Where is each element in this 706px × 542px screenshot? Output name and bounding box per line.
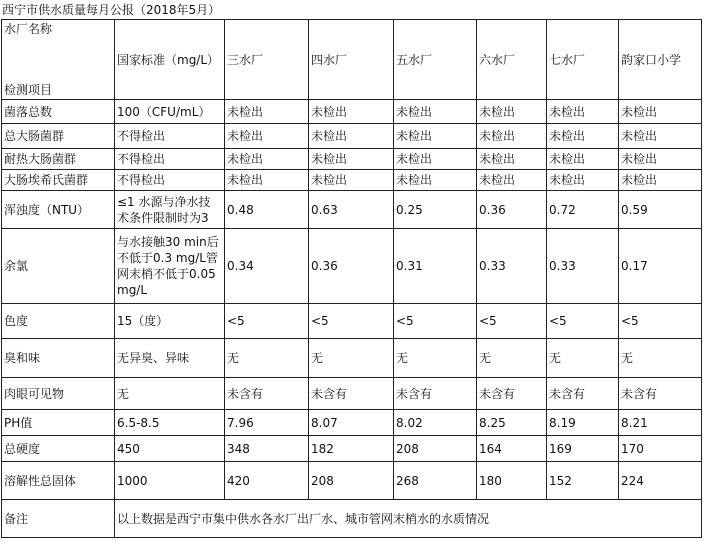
value-cell: <5 xyxy=(547,304,619,339)
value-cell: 0.33 xyxy=(477,229,547,304)
standard-cell: 无 xyxy=(115,378,225,410)
standard-cell: 15（度） xyxy=(115,304,225,339)
value-cell: 0.72 xyxy=(547,191,619,229)
value-cell: 无 xyxy=(619,339,702,378)
table-row xyxy=(2,170,702,191)
item-cell: 菌落总数 xyxy=(2,100,115,124)
value-cell: 未检出 xyxy=(225,124,309,149)
table-row xyxy=(2,191,702,229)
table-row xyxy=(2,339,702,378)
value-cell: <5 xyxy=(309,304,394,339)
value-cell: 无 xyxy=(225,339,309,378)
value-cell: 未检出 xyxy=(394,170,477,191)
standard-cell: 不得检出 xyxy=(115,149,225,170)
value-cell: 无 xyxy=(547,339,619,378)
value-cell: 未检出 xyxy=(477,124,547,149)
value-cell: 未检出 xyxy=(225,149,309,170)
value-cell: 未检出 xyxy=(547,100,619,124)
value-cell: 0.63 xyxy=(309,191,394,229)
standard-cell: 不得检出 xyxy=(115,124,225,149)
value-cell: 208 xyxy=(394,436,477,462)
value-cell: 未检出 xyxy=(225,170,309,191)
value-cell: 未检出 xyxy=(394,124,477,149)
value-cell: <5 xyxy=(225,304,309,339)
standard-cell: 1000 xyxy=(115,462,225,500)
plant-header-4: 六水厂 xyxy=(477,20,547,100)
table-row xyxy=(2,462,702,500)
standard-cell: 不得检出 xyxy=(115,170,225,191)
value-cell: 未检出 xyxy=(309,149,394,170)
standard-cell: 100（CFU/mL） xyxy=(115,100,225,124)
value-cell: 未检出 xyxy=(309,100,394,124)
table-row xyxy=(2,229,702,304)
value-cell: 未检出 xyxy=(477,100,547,124)
table-row xyxy=(2,378,702,410)
value-cell: 8.07 xyxy=(309,410,394,436)
value-cell: 224 xyxy=(619,462,702,500)
value-cell: 未检出 xyxy=(547,170,619,191)
value-cell: 未含有 xyxy=(477,378,547,410)
value-cell: 0.33 xyxy=(547,229,619,304)
item-cell: 肉眼可见物 xyxy=(2,378,115,410)
test-item-label: 检测项目 xyxy=(4,83,53,97)
value-cell: 未含有 xyxy=(547,378,619,410)
value-cell: 未检出 xyxy=(619,100,702,124)
value-cell: 未含有 xyxy=(309,378,394,410)
value-cell: 未检出 xyxy=(619,124,702,149)
standard-cell: 450 xyxy=(115,436,225,462)
value-cell: 0.17 xyxy=(619,229,702,304)
standard-cell: 无异臭、异味 xyxy=(115,339,225,378)
value-cell: 152 xyxy=(547,462,619,500)
item-cell: 色度 xyxy=(2,304,115,339)
plant-header-3: 五水厂 xyxy=(394,20,477,100)
value-cell: <5 xyxy=(619,304,702,339)
item-cell: PH值 xyxy=(2,410,115,436)
value-cell: 208 xyxy=(309,462,394,500)
value-cell: 169 xyxy=(547,436,619,462)
value-cell: 164 xyxy=(477,436,547,462)
table-row xyxy=(2,124,702,149)
value-cell: 未检出 xyxy=(309,124,394,149)
value-cell: 无 xyxy=(477,339,547,378)
plant-header-1: 三水厂 xyxy=(225,20,309,100)
item-cell: 余氯 xyxy=(2,229,115,304)
value-cell: <5 xyxy=(394,304,477,339)
plant-name-label: 水厂名称 xyxy=(4,22,53,36)
value-cell: 无 xyxy=(309,339,394,378)
page-caption: 西宁市供水质量每月公报（2018年5月） xyxy=(2,3,221,17)
item-cell: 浑浊度（NTU） xyxy=(2,191,115,229)
plant-header-6: 韵家口小学 xyxy=(619,20,702,100)
value-cell: 未检出 xyxy=(394,149,477,170)
plant-header-2: 四水厂 xyxy=(309,20,394,100)
value-cell: 未检出 xyxy=(547,124,619,149)
standard-cell: ≤1 水源与净水技术条件限制时为3 xyxy=(115,191,225,229)
value-cell: 0.59 xyxy=(619,191,702,229)
standard-header: 国家标准（mg/L） xyxy=(115,20,225,100)
value-cell: 182 xyxy=(309,436,394,462)
table-row xyxy=(2,149,702,170)
value-cell: 0.31 xyxy=(394,229,477,304)
item-cell: 溶解性总固体 xyxy=(2,462,115,500)
value-cell: 0.48 xyxy=(225,191,309,229)
item-cell: 总大肠菌群 xyxy=(2,124,115,149)
item-cell: 大肠埃希氏菌群 xyxy=(2,170,115,191)
value-cell: 0.36 xyxy=(477,191,547,229)
remark-row xyxy=(2,500,702,538)
value-cell: 未含有 xyxy=(225,378,309,410)
value-cell: 8.02 xyxy=(394,410,477,436)
value-cell: 170 xyxy=(619,436,702,462)
value-cell: 无 xyxy=(394,339,477,378)
table-row xyxy=(2,436,702,462)
value-cell: 未检出 xyxy=(309,170,394,191)
header-row xyxy=(2,20,702,100)
standard-cell: 与水接触30 min后不低于0.3 mg/L管网末梢不低于0.05 mg/L xyxy=(115,229,225,304)
value-cell: 0.34 xyxy=(225,229,309,304)
remark-label: 备注 xyxy=(2,500,115,538)
item-cell: 总硬度 xyxy=(2,436,115,462)
value-cell: 未检出 xyxy=(619,170,702,191)
plant-header-5: 七水厂 xyxy=(547,20,619,100)
corner-cell xyxy=(2,20,115,100)
value-cell: <5 xyxy=(477,304,547,339)
value-cell: 180 xyxy=(477,462,547,500)
water-quality-table xyxy=(1,19,702,538)
value-cell: 未检出 xyxy=(477,170,547,191)
value-cell: 未检出 xyxy=(225,100,309,124)
value-cell: 未检出 xyxy=(547,149,619,170)
value-cell: 8.21 xyxy=(619,410,702,436)
value-cell: 8.25 xyxy=(477,410,547,436)
table-row xyxy=(2,410,702,436)
value-cell: 未含有 xyxy=(619,378,702,410)
remark-text: 以上数据是西宁市集中供水各水厂出厂水、城市管网末梢水的水质情况 xyxy=(115,500,702,538)
value-cell: 0.25 xyxy=(394,191,477,229)
value-cell: 未检出 xyxy=(619,149,702,170)
value-cell: 420 xyxy=(225,462,309,500)
table-row xyxy=(2,304,702,339)
value-cell: 未检出 xyxy=(477,149,547,170)
value-cell: 0.36 xyxy=(309,229,394,304)
item-cell: 臭和味 xyxy=(2,339,115,378)
value-cell: 7.96 xyxy=(225,410,309,436)
value-cell: 348 xyxy=(225,436,309,462)
standard-cell: 6.5-8.5 xyxy=(115,410,225,436)
value-cell: 268 xyxy=(394,462,477,500)
item-cell: 耐热大肠菌群 xyxy=(2,149,115,170)
value-cell: 未含有 xyxy=(394,378,477,410)
table-row xyxy=(2,100,702,124)
value-cell: 未检出 xyxy=(394,100,477,124)
value-cell: 8.19 xyxy=(547,410,619,436)
